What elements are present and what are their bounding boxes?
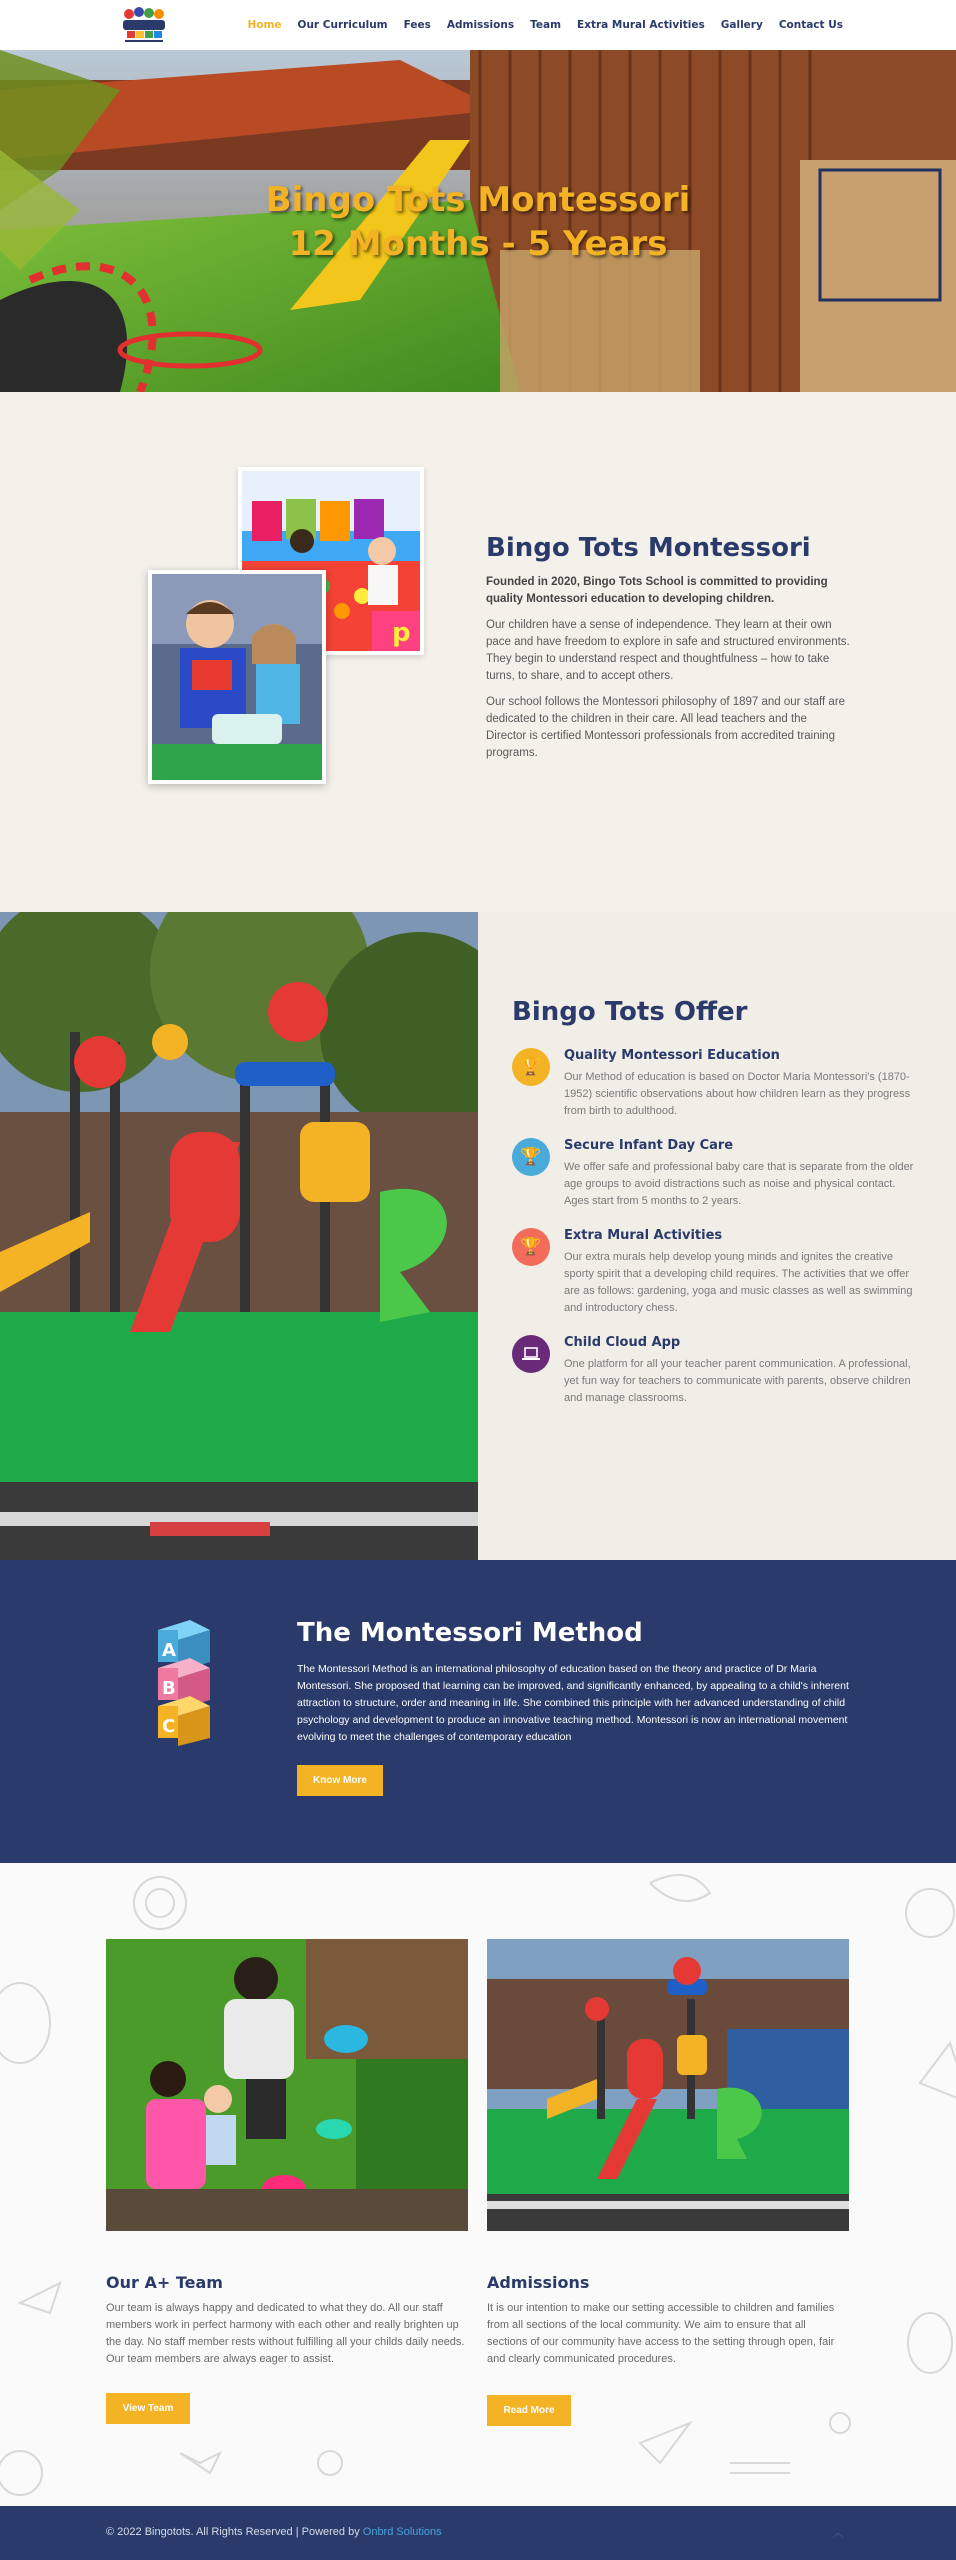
know-more-button[interactable]: Know More	[297, 1765, 383, 1796]
copyright-label: © 2022 Bingotots. All Rights Reserved | Powered by	[106, 2526, 363, 2538]
team-title: Our A+ Team	[106, 2273, 223, 2292]
onbrd-solutions-link[interactable]: Onbrd Solutions	[362, 2526, 442, 2538]
offer-item-extra-mural	[512, 1228, 922, 1317]
offer-content	[512, 996, 922, 1425]
about-lead: Founded in 2020, Bingo Tots School is committed to providing quality Montessori education to developing children.	[486, 576, 828, 605]
footer	[0, 2506, 956, 2560]
laptop-icon	[512, 1335, 550, 1373]
copyright-text	[106, 2526, 442, 2538]
method-description: The Montessori Method is an international philosophy of education based on the theory and practice of Dr Maria Montessori. She proposed that learning can be improved, and significantly enhanced, by appealing to a child's inherent attraction to structure, order and meaning in life. She combined this principle with her advanced understanding of child psychology and development to produce an innovative teaching method. Montessori is now an international movement evolving to meet the challenges of contemporary education	[297, 1663, 849, 1743]
offer-item-text: One platform for all your teacher parent communication. A professional, yet fun way for teachers to communicate with parents, observe children and manage classrooms.	[564, 1358, 911, 1404]
trophy-icon: 🏆	[512, 1228, 550, 1266]
admissions-description: It is our intention to make our setting accessible to children and families from all sections of the local community. We aim to ensure that all sections of our community have access to the setting through open, fair and clearly communicated procedures.	[487, 2302, 835, 2365]
offer-item-title: Quality Montessori Education	[564, 1048, 780, 1063]
top-nav	[0, 0, 956, 50]
hero-title	[0, 178, 956, 266]
about-paragraph-1: Our children have a sense of independence. They learn at their own pace and have freedom to explore in safe and structured environments. They begin to understand respect and thoughtfulness – how to take turns, to share, and to accept others.	[486, 619, 850, 682]
nav-contact-us[interactable]: Contact Us	[778, 19, 843, 31]
about-title: Bingo Tots Montessori	[486, 533, 811, 563]
about-section	[0, 392, 956, 912]
hero-title-line2: 12 Months - 5 Years	[288, 224, 668, 264]
trophy-icon: 🏆	[512, 1138, 550, 1176]
offer-item-text: Our Method of education is based on Doctor Maria Montessori's (1870-1952) scientific observations about how children learn as they progress from birth to adulthood.	[564, 1071, 911, 1117]
offer-item-montessori-education	[512, 1048, 922, 1120]
children-playing-photo	[148, 570, 326, 784]
nav-fees[interactable]: Fees	[403, 19, 431, 31]
abc-blocks-icon	[150, 1616, 230, 1746]
svg-text:p: p	[392, 618, 411, 648]
team-gardening-photo	[106, 1939, 468, 2231]
main-menu	[247, 0, 843, 50]
offer-section	[0, 912, 956, 1560]
nav-home[interactable]: Home	[247, 19, 282, 31]
block-letter-b: B	[162, 1678, 176, 1699]
team-card	[106, 2273, 468, 2368]
offer-item-title: Secure Infant Day Care	[564, 1138, 734, 1153]
method-title: The Montessori Method	[297, 1618, 643, 1648]
view-team-button[interactable]: View Team	[106, 2393, 190, 2424]
method-text	[297, 1617, 857, 1746]
offer-item-text: We offer safe and professional baby care that is separate from the older age groups to avoid distractions such as noise and physical contact. Ages start from 5 months to 2 years.	[564, 1161, 914, 1207]
bingo-tots-logo[interactable]	[115, 5, 173, 45]
offer-item-title: Extra Mural Activities	[564, 1228, 723, 1243]
team-admissions-section	[0, 1863, 956, 2506]
nav-admissions[interactable]: Admissions	[446, 19, 515, 31]
offer-item-text: Our extra murals help develop young minds and ignites the creative sporty spirit that a developing child requires. The activities that we offer are as follows: gardening, yoga and music classes as well as swimming and introductory chess.	[564, 1251, 913, 1314]
playground-photo	[0, 912, 478, 1560]
read-more-button[interactable]: Read More	[487, 2395, 571, 2426]
offer-item-infant-day-care	[512, 1138, 922, 1210]
about-paragraph-2: Our school follows the Montessori philosophy of 1897 and our staff are dedicated to the children in their care. All lead teachers and the Director is certified Montessori professionals from accredited training programs.	[486, 696, 846, 759]
nav-gallery[interactable]: Gallery	[720, 19, 763, 31]
hero-title-line1: Bingo Tots Montessori	[265, 180, 691, 220]
team-description: Our team is always happy and dedicated to what they do. All our staff members work in perfect harmony with each other and really brighten up the day. No staff member rests without fulfilling all your childs daily needs. Our team members are always eager to assist.	[106, 2302, 465, 2365]
chevron-up-icon[interactable]: ︿	[832, 2526, 845, 2540]
admissions-playground-photo	[487, 1939, 849, 2231]
nav-extra-mural-activities[interactable]: Extra Mural Activities	[577, 19, 705, 31]
offer-item-title: Child Cloud App	[564, 1335, 681, 1350]
offer-title: Bingo Tots Offer	[512, 997, 748, 1027]
admissions-title: Admissions	[487, 2273, 590, 2292]
about-text	[486, 532, 850, 771]
trophy-icon: 🏆	[512, 1048, 550, 1086]
block-letter-a: A	[162, 1640, 176, 1661]
hero-banner	[0, 50, 956, 392]
montessori-method-section	[0, 1560, 956, 1863]
nav-our-curriculum[interactable]: Our Curriculum	[297, 19, 388, 31]
admissions-card	[487, 2273, 849, 2368]
block-letter-c: C	[162, 1716, 176, 1737]
nav-team[interactable]: Team	[530, 19, 562, 31]
offer-item-child-cloud-app	[512, 1335, 922, 1407]
